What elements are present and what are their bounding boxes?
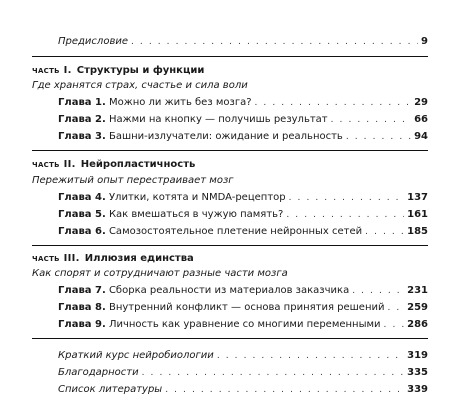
leader-dots: [352, 285, 404, 297]
toc-entry-chapter: [58, 319, 428, 331]
part-heading: [32, 253, 194, 265]
chapter-number: Глава 1.: [58, 97, 106, 108]
leader-dots: [217, 350, 404, 362]
part-subtitle: Где хранятся страх, счастье и сила воли: [32, 80, 248, 91]
chapter-number: Глава 8.: [58, 302, 106, 313]
backmatter-label: Благодарности: [58, 367, 139, 378]
chapter-title: Башни-излучатели: ожидание и реальность: [108, 131, 343, 142]
leader-dots: [289, 192, 405, 204]
chapter-number: Глава 6.: [58, 226, 106, 237]
chapter-title: Сборка реальности из материалов заказчика: [108, 285, 350, 296]
toc-entry-chapter: [58, 192, 428, 204]
leader-dots: [255, 97, 412, 109]
toc-entry-chapter: [58, 285, 428, 297]
toc-entry-backmatter: [58, 350, 428, 362]
leader-dots: [387, 302, 404, 314]
divider: [32, 56, 428, 57]
part-title: Нейропластичность: [80, 159, 196, 170]
toc-entry-chapter: [58, 226, 428, 238]
page-number: 66: [414, 114, 428, 125]
backmatter-label: Краткий курс нейробиологии: [58, 350, 214, 361]
toc-entry-preface: [58, 36, 428, 48]
leader-dots: [384, 319, 405, 331]
part-label: часть I.: [32, 65, 72, 76]
part-label: часть III.: [32, 253, 80, 264]
toc-entry-chapter: [58, 302, 428, 314]
toc-entry-chapter: [58, 209, 428, 221]
divider: [32, 338, 428, 339]
chapter-title: Нажми на кнопку — получишь результат: [108, 114, 328, 125]
preface-label: Предисловие: [58, 36, 128, 47]
leader-dots: [346, 131, 411, 143]
chapter-title: Личность как уравнение со многими переменными: [108, 319, 381, 330]
page-number: 137: [407, 192, 428, 203]
chapter-number: Глава 4.: [58, 192, 106, 203]
page-number: 231: [407, 285, 428, 296]
chapter-number: Глава 9.: [58, 319, 106, 330]
part-subtitle: Как спорят и сотрудничают разные части мозга: [32, 268, 288, 279]
page-number: 335: [407, 367, 428, 378]
page-number: 29: [414, 97, 428, 108]
chapter-number: Глава 3.: [58, 131, 106, 142]
chapter-number: Глава 7.: [58, 285, 106, 296]
part-heading: [32, 65, 204, 77]
leader-dots: [131, 36, 418, 48]
page-number: 319: [407, 350, 428, 361]
toc-entry-chapter: [58, 131, 428, 143]
part-subtitle: Пережитый опыт перестраивает мозг: [32, 175, 234, 186]
chapter-title: Можно ли жить без мозга?: [108, 97, 252, 108]
page-number: 9: [421, 36, 428, 47]
page-number: 259: [407, 302, 428, 313]
divider: [32, 245, 428, 246]
toc-entry-backmatter: [58, 384, 428, 396]
leader-dots: [365, 226, 404, 238]
leader-dots: [142, 367, 405, 379]
toc-entry-chapter: [58, 97, 428, 109]
part-title: Структуры и функции: [76, 65, 205, 76]
chapter-title: Внутренний конфликт — основа принятия решений: [108, 302, 385, 313]
part-heading: [32, 159, 195, 171]
toc-entry-backmatter: [58, 367, 428, 379]
part-title: Иллюзия единства: [84, 253, 194, 264]
toc-entry-chapter: [58, 114, 428, 126]
page-number: 161: [407, 209, 428, 220]
page-number: 94: [414, 131, 428, 142]
page-number: 339: [407, 384, 428, 395]
chapter-title: Как вмешаться в чужую память?: [108, 209, 284, 220]
divider: [32, 150, 428, 151]
backmatter-label: Список литературы: [58, 384, 163, 395]
chapter-title: Самозостоятельное плетение нейронных сетей: [108, 226, 363, 237]
part-label: часть II.: [32, 159, 76, 170]
leader-dots: [165, 384, 404, 396]
chapter-number: Глава 5.: [58, 209, 106, 220]
chapter-number: Глава 2.: [58, 114, 106, 125]
leader-dots: [286, 209, 404, 221]
leader-dots: [331, 114, 411, 126]
page-number: 185: [407, 226, 428, 237]
chapter-title: Улитки, котята и NMDA-рецептор: [108, 192, 286, 203]
page-number: 286: [407, 319, 428, 330]
